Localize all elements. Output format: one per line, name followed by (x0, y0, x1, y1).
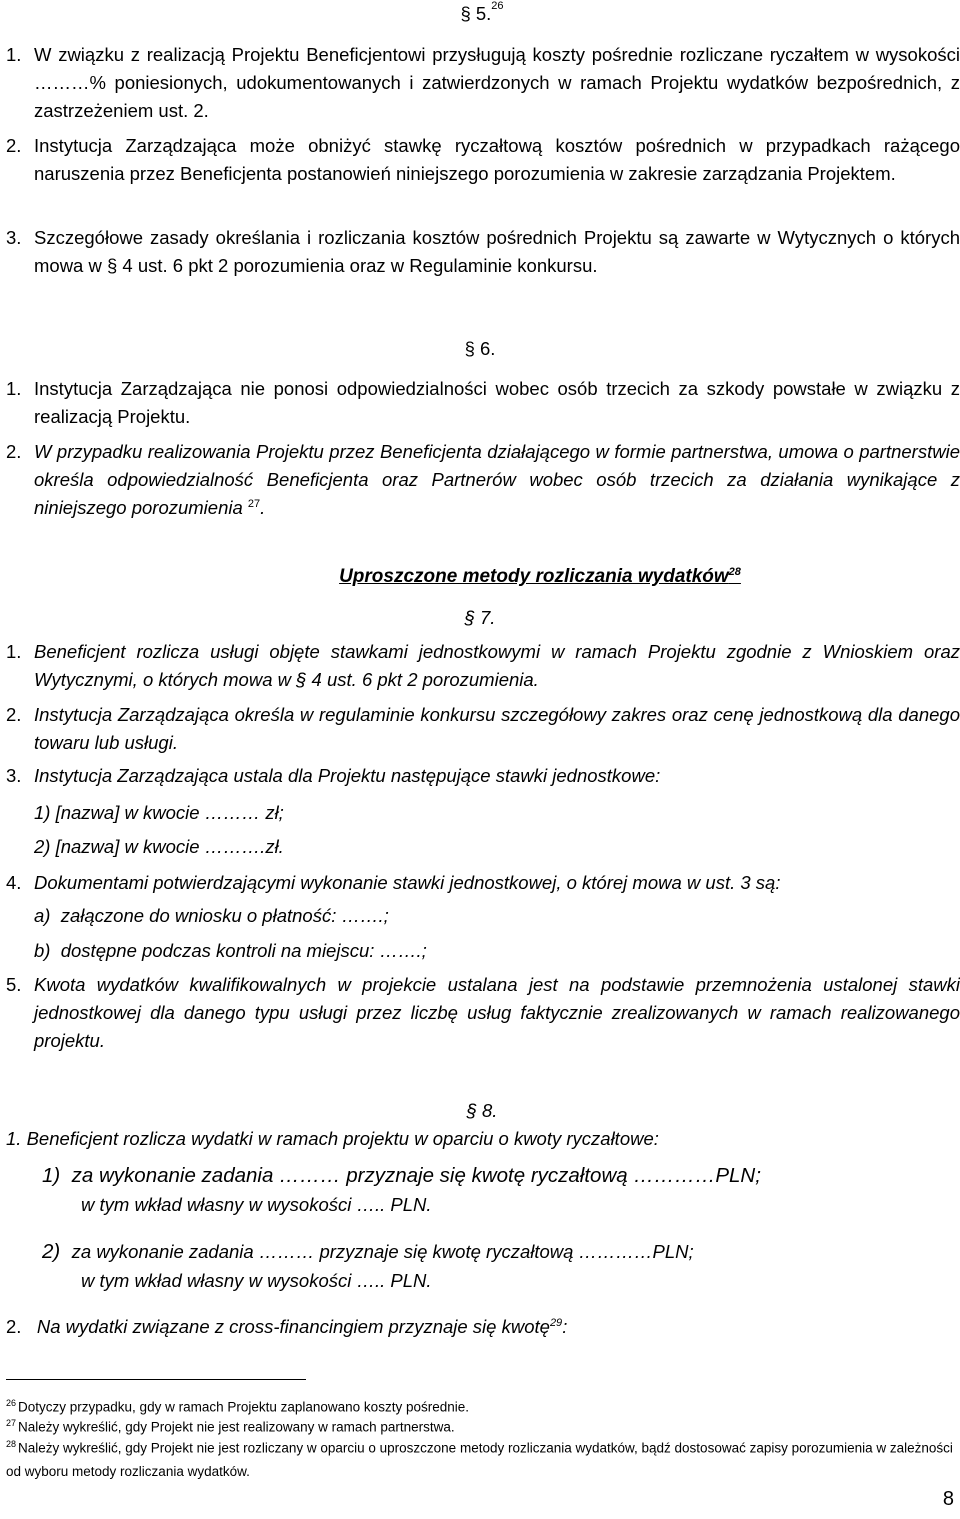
sec6-paragraph-1 (6, 375, 960, 431)
paragraph-text: Beneficjent rozlicza usługi objęte stawkami jednostkowymi w ramach Projektu zgodnie z Wnioskiem oraz Wytycznymi, o których mowa w § 4 ust. 6 pkt 2 porozumienia. (34, 641, 960, 690)
sec8-paragraph-1: 1. Beneficjent rozlicza wydatki w ramach projektu w oparciu o kwoty ryczałtowe: (6, 1128, 659, 1149)
paragraph-end: . (260, 497, 266, 518)
paragraph-number: 2. (6, 1316, 22, 1337)
paragraph-number: 2. (6, 441, 22, 462)
footnote-separator (6, 1379, 306, 1380)
paragraph-text: Szczegółowe zasady określania i rozliczania kosztów pośrednich Projektu są zawarte w Wytycznych o których mowa w § 4 ust. 6 pkt 2 porozumienia oraz w Regulaminie konkursu. (34, 227, 960, 276)
simplified-methods-title (0, 566, 960, 588)
paragraph-number: 1. (6, 378, 22, 399)
sec5-paragraph-1 (6, 41, 960, 125)
sec7-paragraph-1 (6, 638, 960, 694)
sec8-item-1-own-contribution: w tym wkład własny w wysokości ….. PLN. (81, 1194, 432, 1215)
item-text: za wykonanie zadania ……… przyznaje się kwotę ryczałtową …………PLN; (71, 1164, 761, 1187)
footnote-text: Dotyczy przypadku, gdy w ramach Projektu zaplanowano koszty pośrednie. (18, 1399, 469, 1415)
footnote-number: 28 (6, 1439, 17, 1449)
section-8-title: § 8. (466, 1100, 498, 1121)
sec7-rate-item-1: 1) [nazwa] w kwocie ……… zł; (34, 802, 284, 823)
footnote-ref-28: 28 (728, 565, 741, 578)
paragraph-text: Dokumentami potwierdzającymi wykonanie stawki jednostkowej, o której mowa w ust. 3 są: (34, 872, 781, 893)
paragraph-text: Instytucja Zarządzająca określa w regulaminie konkursu szczegółowy zakres oraz cenę jednostkową dla danego towaru lub usługi. (34, 704, 960, 753)
footnote-text: Należy wykreślić, gdy Projekt nie jest realizowany w ramach partnerstwa. (18, 1419, 455, 1435)
paragraph-number: 4. (6, 872, 22, 893)
paragraph-text: Instytucja Zarządzająca może obniżyć stawkę ryczałtową kosztów pośrednich w przypadkach rażącego naruszenia przez Beneficjenta postanowień niniejszego porozumienia w zakresie zarządzania Projektem. (34, 135, 960, 184)
paragraph-text: Instytucja Zarządzająca ustala dla Projektu następujące stawki jednostkowe: (34, 765, 661, 786)
sec8-item-2 (42, 1238, 694, 1266)
paragraph-number: 2. (6, 135, 22, 156)
footnote-ref-29: 29 (549, 1316, 563, 1329)
footnote-number: 26 (6, 1398, 17, 1408)
paragraph-text: W przypadku realizowania Projektu przez Beneficjenta działającego w formie partnerstwa, umowa o partnerstwie określa odpowiedzialność Beneficjenta oraz Partnerów wobec osób trzecich za działania wynikające z niniejszego porozumienia (34, 441, 960, 518)
sec5-paragraph-3 (6, 224, 960, 280)
sec7-doc-item-b: b) dostępne podczas kontroli na miejscu: …….; (34, 940, 427, 961)
paragraph-text: W związku z realizacją Projektu Beneficjentowi przysługują koszty pośrednie rozliczane ryczałtem w wysokości ………% poniesionych, udokumentowanych i zatwierdzonych w ramach Projektu wydatków bezpośrednich, z zastrzeżeniem ust. 2. (34, 44, 960, 121)
paragraph-text: Na wydatki związane z cross-financingiem przyznaje się kwotę (36, 1316, 550, 1337)
page-number: 8 (942, 1488, 954, 1510)
paragraph-number: 1. (6, 44, 22, 65)
simplified-title-text: Uproszczone metody rozliczania wydatków (339, 566, 729, 587)
sec8-item-2-own-contribution: w tym wkład własny w wysokości ….. PLN. (81, 1270, 432, 1291)
section-5-title: § 5. (460, 3, 492, 24)
paragraph-number: 1. (6, 641, 22, 662)
paragraph-number: 3. (6, 765, 22, 786)
sec7-paragraph-5 (6, 971, 960, 1055)
sec7-paragraph-4 (6, 869, 960, 897)
paragraph-text: Instytucja Zarządzająca nie ponosi odpowiedzialności wobec osób trzecich za szkody powstałe w związku z realizacją Projektu. (34, 378, 960, 427)
section-6-title: § 6. (464, 338, 496, 359)
footnote-28 (6, 1433, 956, 1483)
sec7-paragraph-2 (6, 701, 960, 757)
sec8-item-1 (42, 1162, 761, 1190)
section-5-heading (0, 2, 960, 26)
item-text: za wykonanie zadania ……… przyznaje się kwotę ryczałtową …………PLN; (71, 1241, 694, 1262)
section-8-heading (0, 1099, 960, 1123)
sec7-rate-item-2: 2) [nazwa] w kwocie ……….zł. (34, 836, 284, 857)
section-6-heading (0, 337, 960, 361)
section-7-title: § 7. (464, 607, 496, 628)
paragraph-text: Kwota wydatków kwalifikowalnych w projekcie ustalana jest na podstawie przemnożenia ustalonej stawki jednostkowej dla danego typu usługi przez liczbę usług faktycznie zrealizowanych w ramach realizowanego projektu. (34, 974, 960, 1051)
sec6-paragraph-2 (6, 438, 960, 522)
paragraph-number: 2. (6, 704, 22, 725)
paragraph-number: 5. (6, 974, 22, 995)
section-7-heading (0, 606, 960, 630)
footnote-ref-26: 26 (491, 0, 504, 12)
footnote-number: 27 (6, 1418, 17, 1428)
paragraph-number: 3. (6, 227, 22, 248)
item-number: 1) (42, 1164, 61, 1187)
footnote-ref-27: 27 (247, 497, 261, 510)
sec8-paragraph-2 (6, 1313, 567, 1341)
paragraph-end: : (562, 1316, 568, 1337)
sec5-paragraph-2 (6, 132, 960, 188)
sec7-paragraph-3 (6, 762, 960, 790)
sec7-doc-item-a: a) załączone do wniosku o płatność: …….; (34, 905, 389, 926)
item-number: 2) (42, 1240, 61, 1263)
footnote-text: Należy wykreślić, gdy Projekt nie jest rozliczany w oparciu o uproszczone metody rozliczania wydatków, bądź dostosować zapisy porozumienia w zależności od wyboru metody rozliczania wydatków. (6, 1440, 953, 1479)
